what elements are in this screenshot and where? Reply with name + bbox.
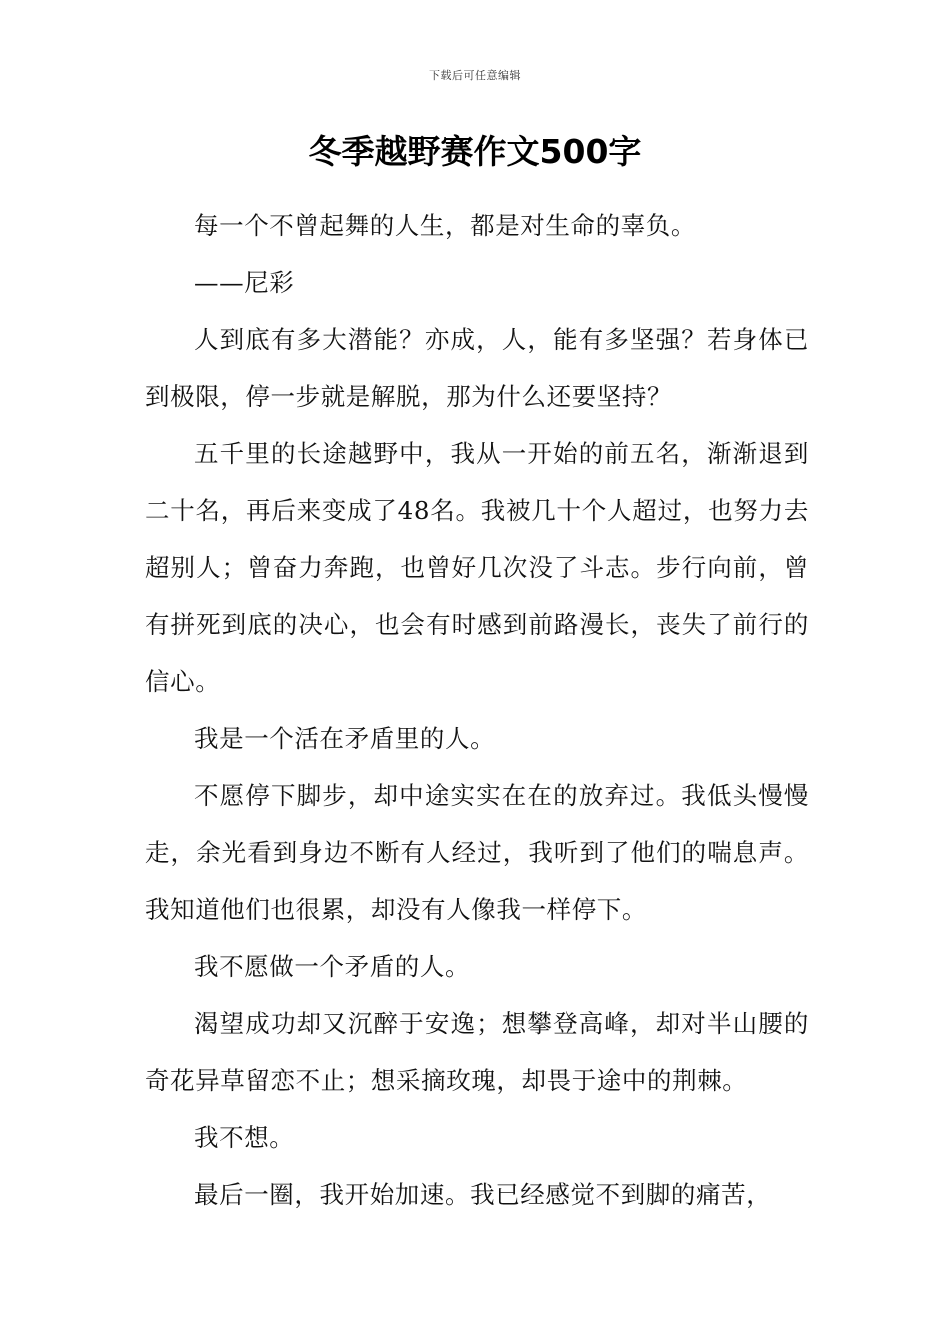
document-body (145, 197, 809, 1223)
paragraph: 人到底有多大潜能？亦成，人，能有多坚强？若身体已到极限，停一步就是解脱，那为什么还要坚持？ (145, 325, 809, 411)
paragraph: 五千里的长途越野中，我从一开始的前五名，渐渐退到二十名，再后来变成了48名。我被几十个人超过，也努力去超别人；曾奋力奔跑，也曾好几次没了斗志。步行向前，曾有拼死到底的决心，也会有时感到前路漫长，丧失了前行的信心。 (145, 439, 809, 696)
paragraph: 渴望成功却又沉醉于安逸；想攀登高峰，却对半山腰的奇花异草留恋不止；想采摘玫瑰，却畏于途中的荆棘。 (145, 1009, 809, 1095)
paragraph: 我是一个活在矛盾里的人。 (194, 724, 496, 753)
paragraph: 我不愿做一个矛盾的人。 (194, 952, 471, 981)
paragraph: 不愿停下脚步，却中途实实在在的放弃过。我低头慢慢走，余光看到身边不断有人经过，我听到了他们的喘息声。我知道他们也很累，却没有人像我一样停下。 (145, 781, 809, 924)
paragraph: ——尼彩 (194, 268, 295, 297)
document-title: 冬季越野赛作文500字 (308, 132, 642, 171)
header-note: 下载后可任意编辑 (429, 69, 521, 82)
paragraph: 我不想。 (194, 1123, 295, 1152)
paragraph: 最后一圈，我开始加速。我已经感觉不到脚的痛苦， (194, 1180, 772, 1209)
paragraph: 每一个不曾起舞的人生，都是对生命的辜负。 (194, 211, 696, 240)
